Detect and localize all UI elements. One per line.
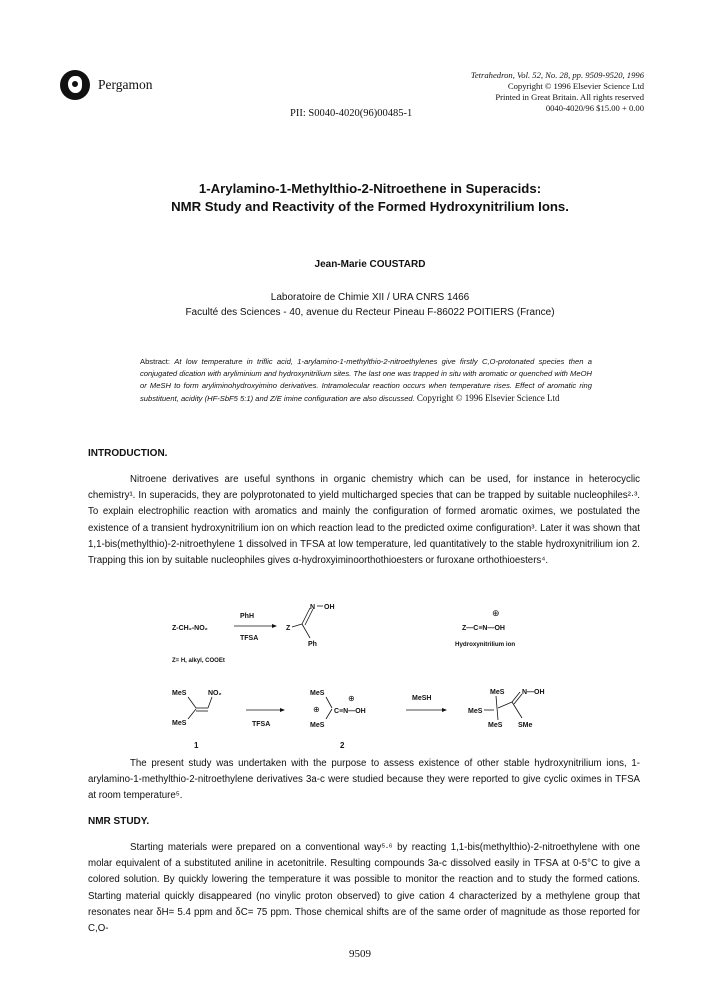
r2-mes5: MeS (490, 689, 505, 696)
r1-product-oh: OH (324, 604, 335, 611)
r2-bond-13 (512, 702, 522, 718)
r1-bond-3 (305, 609, 313, 625)
r2-nitrilium: C≡N—OH (334, 708, 366, 715)
r1-reagent-top: PhH (240, 613, 254, 620)
author: Jean-Marie COUSTARD (314, 259, 426, 270)
compound-label-2: 2 (340, 741, 345, 750)
r1-arrow-head (272, 624, 277, 628)
r1-bond-2 (302, 608, 310, 624)
title-line-1: 1-Arylamino-1-Methylthio-2-Nitroethene in Superacids: (198, 181, 542, 196)
ion-caption: Hydroxynitrilium ion (455, 641, 516, 648)
r2-bond-1 (188, 697, 196, 708)
r2-mes3: MeS (310, 690, 325, 697)
introduction-paragraph (88, 472, 640, 569)
r2-bond-9 (496, 696, 498, 720)
price-line: 0040-4020/96 $15.00 + 0.00 (545, 103, 644, 113)
r2-mes4: MeS (310, 722, 325, 729)
present-study-paragraph (88, 756, 640, 805)
nmr-text: Starting materials were prepared on a conventional way⁵·⁶ by reacting 1,1-bis(methylthio)-2-nitroethylene with one molar equivalent of a substituted aniline in acetonitrile. Resulting compounds 3a-c dissolved easily in TFSA at 0-5°C to give a colored solution. By quickly lowering the temperature it was possible to monitor the reaction and to study the formed cations. Starting material quickly disappeared (no vinylic proton observed) to give cation 4 characterized by a methylene group that resonates near δH= 5.4 ppm and δC= 75 ppm. Those chemical shifts are of the same order of magnitude as those reported for C,O- (88, 842, 640, 935)
title-line-2: NMR Study and Reactivity of the Formed Hydroxynitrilium Ions. (171, 199, 569, 214)
r2-bond-6 (326, 697, 332, 708)
present-study-text: The present study was undertaken with the purpose to assess existence of other stable hydroxynitrilium ions, 1-arylamino-1-methylthio-2-nitroethylene derivatives 3a-c were studied because they were reported to give cyclic oximes in TFSA at room temperature⁵. (88, 758, 640, 802)
r2-reagent: TFSA (252, 721, 271, 728)
abstract-label: Abstract: (140, 357, 170, 366)
r2-bond-12 (514, 694, 522, 704)
introduction-text: Nitroene derivatives are useful synthons in organic chemistry which can be used, for instance in heterocyclic chemistry¹. In superacids, they are polyprotonated to yield multicharged species that can be trapped by suitable nucleophiles²·³. To explain electrophilic reaction with aromatics and mainly the configuration of formed aromatic oximes, we postulated the existence of a transient hydroxynitrilium ion on which reaction lead to the predicted oxime configuration³. Later it was shown that 1,1-bis(methylthio)-2-nitroethylene 1 dissolved in TFSA at low temperature, led quantitatively to the stable hydroxynitrilium ion 2. Trapping this ion by suitable nucleophiles gives α-hydroxyiminoorthothioesters or furoxane orthothioesters⁴. (88, 474, 640, 567)
r2-arrow-head (280, 708, 285, 712)
r2-plus2: ⊕ (348, 694, 355, 703)
pii: PII: S0040-4020(96)00485-1 (290, 108, 413, 119)
r2-reagent2: MeSH (412, 695, 432, 702)
r2-mes6: MeS (468, 708, 483, 715)
publisher-name: Pergamon (98, 77, 153, 92)
affiliation-line-2: Faculté des Sciences - 40, avenue du Recteur Pineau F-86022 POITIERS (France) (185, 307, 555, 318)
abstract-text: At low temperature in triflic acid, 1-arylamino-1-methylthio-2-nitroethylenes give firstly C,O-protonated species then a conjugated dication with aryliminium and hydroxynitrilium sites. The last one was trapped in situ with aromatic or quenched with MeOH or MeSH to form aryliminohydroxyimino derivatives. Intramolecular reaction occurs when temperature rises. Effect of aromatic ring substituent, acidity (HF-SbF5 5:1) and Z/E imine configuration are also discussed. (140, 357, 592, 403)
r2-bond-5 (188, 709, 196, 719)
nmr-heading: NMR STUDY. (88, 816, 150, 827)
r2-bond-10 (498, 702, 512, 708)
ion-plus: ⊕ (492, 608, 500, 618)
r1-bond-4 (302, 624, 310, 638)
r2-no2: NO₂ (208, 690, 222, 697)
nmr-paragraph (88, 840, 640, 937)
copyright-line: Copyright © 1996 Elsevier Science Ltd (507, 81, 644, 91)
printed-line: Printed in Great Britain. All rights reserved (495, 92, 644, 102)
r2-arrow2-head (442, 708, 447, 712)
pergamon-logo (60, 70, 90, 100)
page-number: 9509 (349, 948, 371, 960)
r1-reactant: Z-CH₂-NO₂ (172, 625, 208, 632)
reaction-scheme (150, 588, 590, 768)
introduction-heading: INTRODUCTION. (88, 448, 168, 459)
r1-footnote: Z= H, alkyl, COOEt (172, 658, 225, 664)
r1-product-ph: Ph (308, 641, 317, 648)
r2-mes7: MeS (488, 722, 503, 729)
r1-bond-1 (292, 624, 302, 627)
r2-sme: SMe (518, 722, 533, 729)
r2-mes2: MeS (172, 720, 187, 727)
r2-bond-11 (512, 692, 520, 702)
r1-product-z: Z (286, 625, 291, 632)
compound-label-1: 1 (194, 741, 199, 750)
abstract (140, 356, 592, 405)
r2-bond-7 (326, 709, 332, 719)
r2-n-oh: N—OH (522, 689, 545, 696)
r1-reagent-bottom: TFSA (240, 635, 259, 642)
r1-product-n: N (310, 604, 316, 611)
ion-formula: Z—C≡N—OH (462, 625, 505, 632)
affiliation-line-1: Laboratoire de Chimie XII / URA CNRS 1466 (270, 292, 470, 303)
r2-mes1: MeS (172, 690, 187, 697)
r2-bond-4 (208, 697, 212, 708)
r2-plus1: ⊕ (313, 705, 320, 714)
journal-line: Tetrahedron, Vol. 52, No. 28, pp. 9509-9520, 1996 (470, 70, 644, 80)
abstract-copyright: Copyright © 1996 Elsevier Science Ltd (416, 393, 560, 403)
